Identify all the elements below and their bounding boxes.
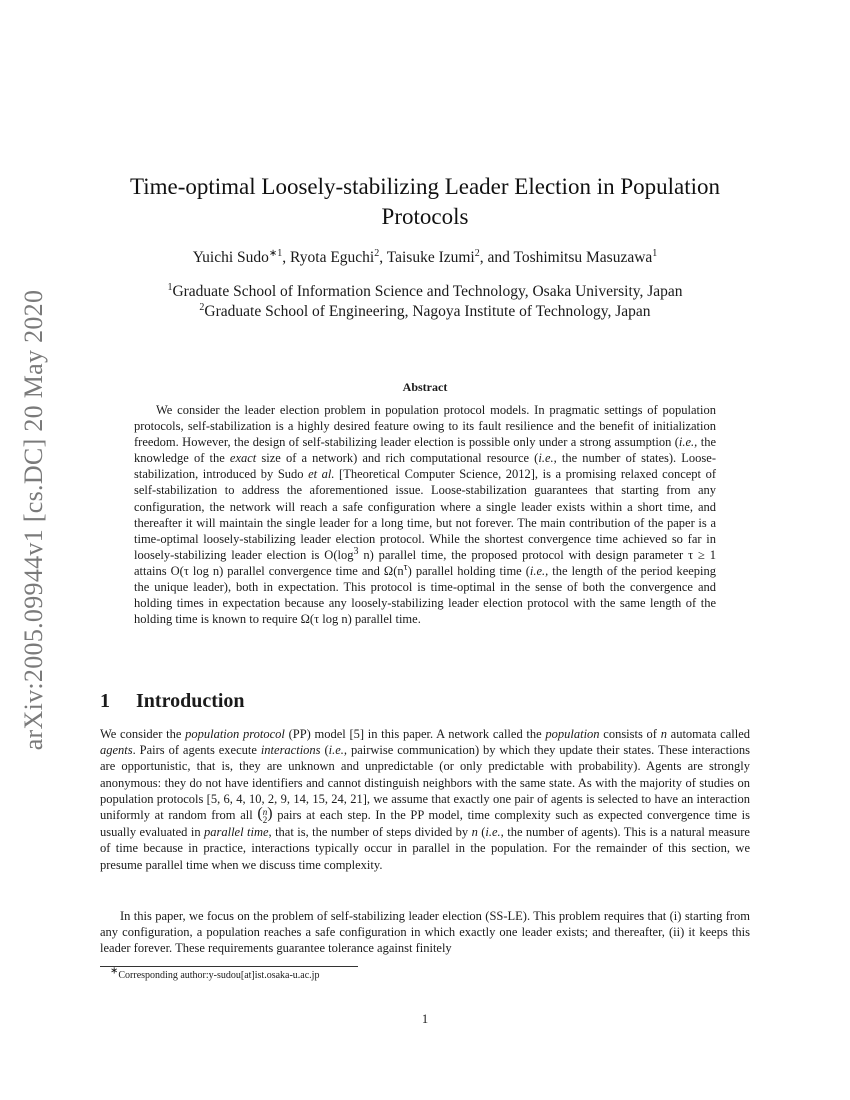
author-2-sup: 2 (374, 247, 380, 259)
body-text: pairs at each step. In the PP model, time complexity such as expected convergence time is usually evaluated in (100, 808, 750, 840)
author-2: Ryota Eguchi (290, 249, 375, 266)
paper-title (100, 172, 750, 232)
binomial-top: n (262, 807, 268, 818)
abstract-exponent: τ (403, 561, 408, 573)
body-text: parallel time (204, 825, 269, 840)
affiliation-1-sup: 1 (167, 281, 173, 293)
binomial: (n 2) (257, 805, 273, 826)
section-heading (100, 690, 750, 713)
body-text: population (545, 727, 600, 741)
author-list: Yuichi Sudo$^{∗1}$, Ryota Eguchi$^2$, Taisuke Izumi$^2$, and Toshimitsu Masuzawa$^1$ (192, 247, 658, 266)
author-4-sup: 1 (652, 247, 658, 259)
body-text: n (471, 825, 478, 840)
body-text: ( (320, 743, 329, 758)
affiliation-2-text: Graduate School of Engineering, Nagoya Institute of Technology, Japan (204, 303, 651, 320)
section-title: Introduction (136, 690, 245, 712)
page-number: 1 (421, 1012, 429, 1026)
abstract-text: i.e., (678, 435, 698, 450)
affiliation-2-sup: 2 (199, 301, 205, 313)
author-1-sup: ∗1 (268, 247, 283, 259)
footnote-mark: ∗ (110, 965, 119, 977)
abstract-exponent: 3 (353, 545, 359, 557)
abstract-text: n) parallel time, the proposed protocol with design parameter τ ≥ 1 attains O(τ log n) parallel convergence time and Ω(n (134, 547, 716, 578)
footnote (110, 965, 710, 981)
abstract-text: et al. (308, 467, 335, 482)
binomial-bottom: 2 (262, 815, 268, 826)
body-text: agents (100, 743, 133, 758)
footnote-text: Corresponding author:y-sudou[at]ist.osaka-u.ac.jp (118, 970, 320, 981)
body-text: ( (477, 825, 486, 840)
abstract-text: the number of states). Loose-stabilization, introduced by Sudo (134, 451, 716, 482)
title-line-2: Protocols (381, 204, 469, 229)
arxiv-stamp-text: arXiv:2005.09944v1 [cs.DC] 20 May 2020 (19, 289, 48, 751)
footnote-rule (100, 966, 358, 967)
affiliations (100, 282, 750, 322)
abstract-text: the length of the period keeping the unique leader), both in expectation. This protocol is time-optimal in the sense of both the convergence and holding times in expectation because any loosely-stabilizing leader election protocol with the same length of the holding time is known to require Ω(τ log n) parallel time. (134, 563, 717, 627)
body-text: the number of agents). This is a natural measure of time because in practice, interactions typically occur in parallel in the population. For the remainder of this section, we presume parallel time when we discuss time complexity. (100, 825, 750, 872)
abstract-text: We consider the leader election problem in population protocol models. In pragmatic settings of population protocols, self-stabilization is a highly desired feature owing to its fault resilience and the benefit of initialization freedom. However, the design of self-stabilizing leader election is possible only under a strong assumption ( (134, 403, 716, 450)
body-text: i.e., (328, 743, 348, 758)
abstract-text: size of a network) and rich computational resource ( (256, 451, 539, 466)
body-text: automata called (666, 727, 751, 741)
body-text: pairwise communication) by which they update their states. These interactions are opportunistic, that is, they are unknown and unpredictable (or only predictable with probability). Agents are strongly anonymous: they do not have identifiers and cannot distinguish neighbors with the same state. As with the majority of studies on population protocols [5, 6, 4, 10, 2, 9, 14, 15, 24, 21], we assume that exactly one pair of agents is selected to have an interaction uniformly at random from all (100, 743, 750, 823)
section-number: 1 (100, 690, 110, 712)
affiliation-1 (100, 282, 750, 302)
author-3: Taisuke Izumi (386, 249, 475, 266)
body-text: population protocol (185, 727, 285, 741)
abstract-body (134, 402, 716, 627)
body-text: consists of (599, 727, 661, 741)
abstract-text: ) parallel holding time ( (407, 563, 530, 578)
body-text: interactions (260, 743, 321, 758)
affiliation-1-text: Graduate School of Information Science and Technology, Osaka University, Japan (172, 283, 683, 300)
abstract-text: exact (229, 451, 257, 466)
body-text: We consider the (100, 727, 186, 741)
abstract-text: i.e., (529, 563, 549, 578)
abstract-text: i.e., (538, 451, 557, 466)
abstract-text: the knowledge of the (134, 435, 716, 466)
body-text: (PP) model [5] in this paper. A network called the (284, 727, 546, 741)
author-3-sup: 2 (474, 247, 480, 259)
abstract-text: [Theoretical Computer Science, 2012], is a promising relaxed concept of self-stabilization to address the aforementioned issue. Loose-stabilization guarantees that starting from any configuration, the network will reach a safe configuration where a single leader exists within a short time, and thereafter it will maintain the single leader for a long time, but not forever. The main contribution of the paper is a time-optimal loosely-stabilizing leader election protocol. While the shortest convergence time achieved so far in loosely-stabilizing leader election is O(log (134, 467, 716, 562)
intro-paragraph-1 (100, 726, 750, 873)
body-text: , that is, the number of steps divided by (268, 825, 472, 840)
body-text: n (660, 727, 667, 741)
title-line-1: Time-optimal Loosely-stabilizing Leader Election in Population (129, 174, 720, 199)
author-1: Yuichi Sudo (192, 249, 269, 266)
arxiv-stamp (10, 240, 58, 800)
abstract-heading: Abstract (402, 380, 448, 394)
affiliation-2 (100, 302, 750, 322)
intro-paragraph-2: In this paper, we focus on the problem of self-stabilizing leader election (SS-LE). This problem requires that (i) starting from any configuration, a population reaches a safe configuration in which exactly one leader exists; and thereafter, (ii) it keeps this leader forever. These requirements guarantee tolerance against finitely (100, 909, 750, 956)
body-text: i.e., (485, 825, 504, 840)
author-4: and Toshimitsu Masuzawa (487, 249, 653, 266)
body-text: . Pairs of agents execute (132, 743, 261, 758)
